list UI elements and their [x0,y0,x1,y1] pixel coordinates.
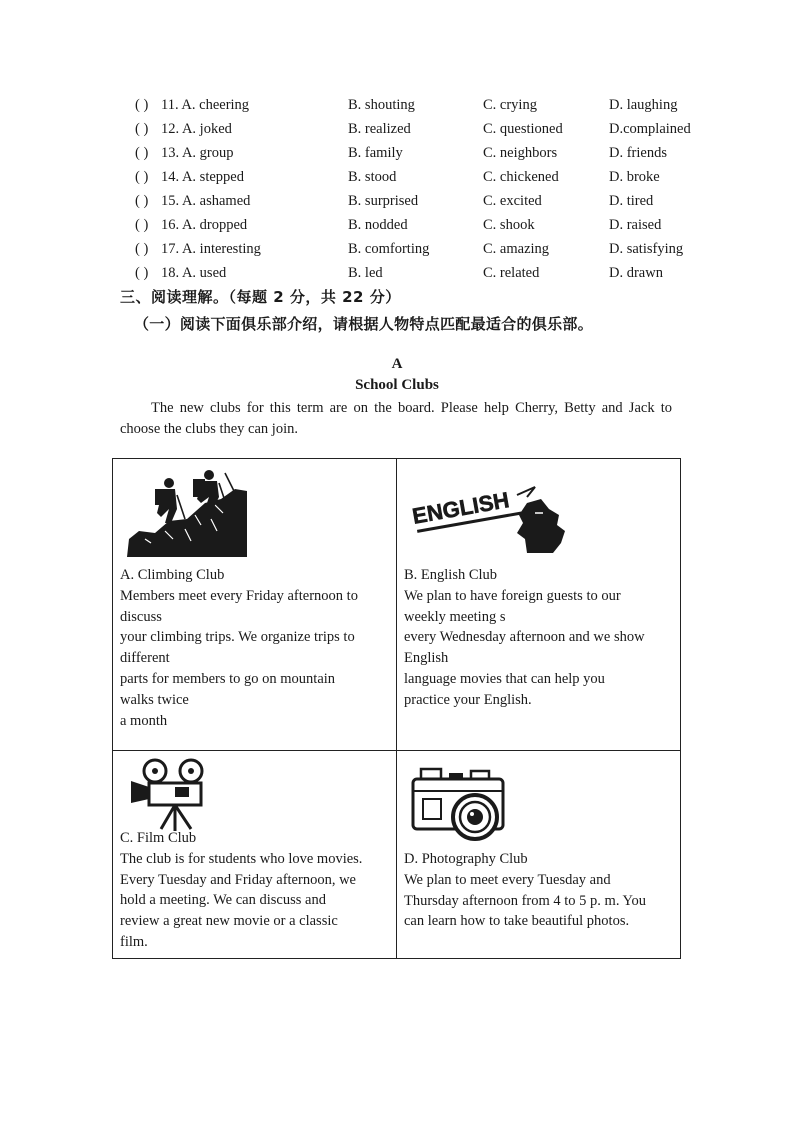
club-description [120,828,385,953]
option-d: D. raised [609,217,662,233]
club-line: different [120,650,170,667]
option-c: C. chickened [483,169,559,185]
option-b: B. surprised [348,193,419,209]
answer-blank[interactable]: ( ) [135,241,149,257]
option-d: D. tired [609,193,654,209]
option-a: 16. A. dropped [161,217,248,233]
option-d: D.complained [609,121,691,137]
club-line: Thursday afternoon from 4 to 5 p. m. You [404,892,647,909]
option-c: C. shook [483,217,535,233]
option-c: C. amazing [483,241,550,257]
club-line: The club is for students who love movies. [120,850,363,867]
answer-blank[interactable]: ( ) [135,145,149,161]
club-line: hold a meeting. We can discuss and [120,892,326,909]
section-heading: 三、阅读理解。（每题 2 分，共 22 分） [120,288,401,306]
answer-blank[interactable]: ( ) [135,169,149,185]
climbers-icon [125,469,249,559]
option-a: 18. A. used [161,265,227,281]
club-name: D. Photography Club [404,851,528,867]
section-instruction: （一）阅读下面俱乐部介绍，请根据人物特点匹配最适合的俱乐部。 [134,315,594,333]
club-cell-photography [397,751,681,959]
club-cell-english [397,459,681,750]
option-a: 12. A. joked [161,121,232,137]
club-line: film. [120,933,148,950]
question-row [133,263,733,287]
option-d: D. satisfying [609,241,684,257]
question-list [133,95,733,287]
answer-blank[interactable]: ( ) [135,193,149,209]
club-cell-film [113,751,396,959]
option-c: C. related [483,265,540,281]
answer-blank[interactable]: ( ) [135,121,149,137]
option-b: B. stood [348,169,397,185]
answer-blank[interactable]: ( ) [135,265,149,281]
question-row [133,119,733,143]
club-line: Members meet every Friday afternoon to [120,587,358,604]
club-line: Every Tuesday and Friday afternoon, we [120,871,356,888]
passage-intro: The new clubs for this term are on the board. Please help Cherry, Betty and Jack to choose the clubs they can join. [120,400,672,437]
option-d: D. friends [609,145,667,161]
clubs-table [112,458,681,959]
option-b: B. nodded [348,217,408,233]
option-c: C. neighbors [483,145,558,161]
club-line: discuss [120,608,162,625]
english-speaker-icon [407,473,579,557]
question-row [133,191,733,215]
club-description [404,565,669,711]
question-row [133,215,733,239]
option-c: C. crying [483,97,537,113]
club-line: We plan to meet every Tuesday and [404,871,611,888]
club-line: We plan to have foreign guests to our [404,587,621,604]
club-line: can learn how to take beautiful photos. [404,913,630,930]
option-a: 15. A. ashamed [161,193,251,209]
answer-blank[interactable]: ( ) [135,217,149,233]
photo-camera-icon [409,759,509,845]
option-c: C. excited [483,193,542,209]
english-logo-text: ENGLISH [410,487,512,529]
option-a: 14. A. stepped [161,169,244,185]
option-b: B. family [348,145,403,161]
passage-letter: A [391,356,403,372]
club-name: B. English Club [404,567,498,583]
club-line: parts for members to go on mountain [120,670,336,687]
club-line: review a great new movie or a classic [120,913,338,930]
option-b: B. shouting [348,97,415,113]
option-a: 13. A. group [161,145,234,161]
option-b: B. led [348,265,383,281]
club-name: C. Film Club [120,830,197,846]
question-row [133,239,733,263]
club-description [120,565,385,731]
club-line: language movies that can help you [404,670,605,687]
club-line: your climbing trips. We organize trips to [120,629,355,646]
option-b: B. comforting [348,241,430,257]
question-row [133,167,733,191]
option-d: D. drawn [609,265,663,281]
question-row [133,95,733,119]
club-line: practice your English. [404,691,532,708]
option-a: 17. A. interesting [161,241,261,257]
club-line: walks twice [120,691,189,708]
club-line: a month [120,712,168,729]
club-line: weekly meeting s [404,608,506,625]
answer-blank[interactable]: ( ) [135,97,149,113]
passage-title: School Clubs [355,377,439,393]
club-name: A. Climbing Club [120,567,225,583]
option-c: C. questioned [483,121,563,137]
club-cell-climbing [113,459,396,750]
film-camera-icon [125,757,221,833]
club-line: English [404,650,449,667]
option-d: D. laughing [609,97,678,113]
option-b: B. realized [348,121,411,137]
club-description [404,849,669,932]
club-line: every Wednesday afternoon and we show [404,629,645,646]
option-d: D. broke [609,169,660,185]
option-a: 11. A. cheering [161,97,250,113]
question-row [133,143,733,167]
